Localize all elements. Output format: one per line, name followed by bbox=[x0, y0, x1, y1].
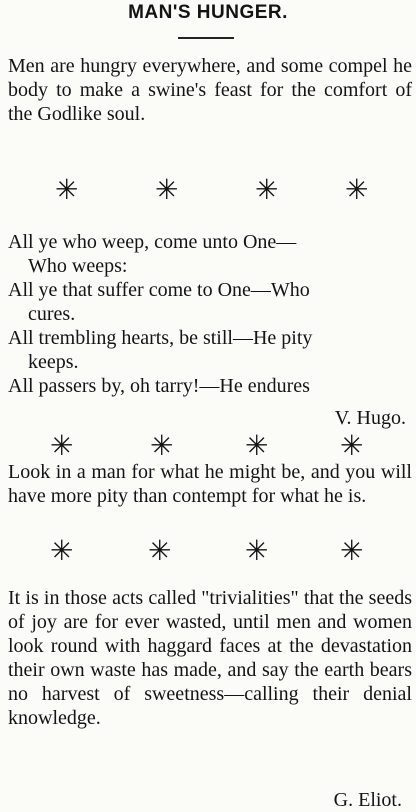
star-icon: ✳ bbox=[340, 534, 364, 567]
star-icon: ✳ bbox=[150, 429, 174, 462]
attribution-hugo: V. Hugo. bbox=[334, 407, 406, 429]
verse-line: All trembling hearts, be still—He pity bbox=[8, 327, 313, 349]
title-rule bbox=[178, 37, 234, 39]
star-icon: ✳ bbox=[245, 534, 269, 567]
verse-line: All ye that suffer come to One—Who bbox=[8, 279, 310, 301]
star-icon: ✳ bbox=[255, 173, 279, 206]
star-icon: ✳ bbox=[148, 534, 172, 567]
verse-line: Who weeps: bbox=[28, 255, 128, 277]
paragraph-trivialities: It is in those acts called "trivialities" that the seeds of joy are for ever wasted, until men and women look round with haggard faces at the devastation their own waste has made, and say the earth bears no harvest of sweetness—calling their denial knowledge. bbox=[8, 587, 412, 729]
paragraph-pity: Look in a man for what he might be, and you will have more pity than contempt for what he is. bbox=[8, 461, 412, 507]
star-icon: ✳ bbox=[245, 429, 269, 462]
star-divider bbox=[0, 534, 416, 567]
article-title: MAN'S HUNGER. bbox=[128, 2, 288, 23]
verse-line: keeps. bbox=[28, 351, 79, 373]
hugo-verse bbox=[8, 230, 412, 398]
verse-line: cures. bbox=[28, 303, 76, 325]
verse-line: All ye who weep, come unto One— bbox=[8, 231, 297, 253]
star-icon: ✳ bbox=[50, 429, 74, 462]
star-icon: ✳ bbox=[50, 534, 74, 567]
star-icon: ✳ bbox=[340, 429, 364, 462]
star-icon: ✳ bbox=[345, 173, 369, 206]
star-icon: ✳ bbox=[55, 173, 79, 206]
star-icon: ✳ bbox=[155, 173, 179, 206]
star-divider bbox=[0, 429, 416, 462]
attribution-eliot: G. Eliot. bbox=[333, 789, 402, 811]
paragraph-hunger: Men are hungry everywhere, and some compel he body to make a swine's feast for the comfort of the Godlike soul. bbox=[8, 55, 412, 125]
star-divider bbox=[0, 173, 416, 206]
verse-line: All passers by, oh tarry!—He endures bbox=[8, 375, 310, 397]
